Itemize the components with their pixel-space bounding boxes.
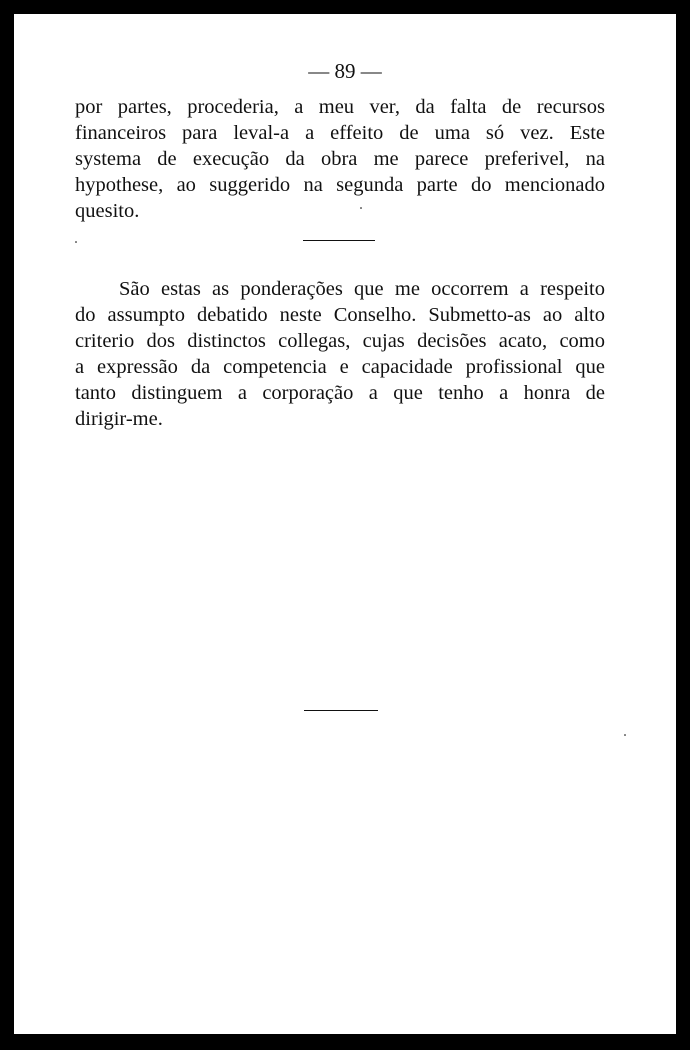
- paragraph-line: São estas as ponderações que me occorrem a respeito: [119, 278, 605, 300]
- section-divider: [303, 240, 375, 241]
- paragraph-line: financeiros para leval-a a effeito de uma só vez. Este: [75, 122, 605, 144]
- paper-speck: [75, 241, 77, 243]
- page-number: — 89 —: [308, 59, 382, 83]
- paper-speck: [624, 734, 626, 736]
- paragraph-line: criterio dos distinctos collegas, cujas decisões acato, como: [75, 330, 605, 352]
- paragraph-1: [75, 94, 605, 224]
- paragraph-2: [75, 276, 605, 432]
- paragraph-line: dirigir-me.: [75, 408, 163, 430]
- paragraph-line: systema de execução da obra me parece preferivel, na: [75, 148, 605, 170]
- paragraph-line: hypothese, ao suggerido na segunda parte do mencionado: [75, 174, 605, 196]
- paper-speck: [360, 207, 362, 209]
- paragraph-line: do assumpto debatido neste Conselho. Submetto-as ao alto: [75, 304, 605, 326]
- paragraph-line: quesito.: [75, 200, 140, 222]
- paragraph-line: a expressão da competencia e capacidade profissional que: [75, 356, 605, 378]
- book-page: [14, 14, 676, 1034]
- paragraph-line: tanto distinguem a corporação a que tenho a honra de: [75, 382, 605, 404]
- end-divider: [304, 710, 378, 711]
- paragraph-line: por partes, procederia, a meu ver, da falta de recursos: [75, 96, 605, 118]
